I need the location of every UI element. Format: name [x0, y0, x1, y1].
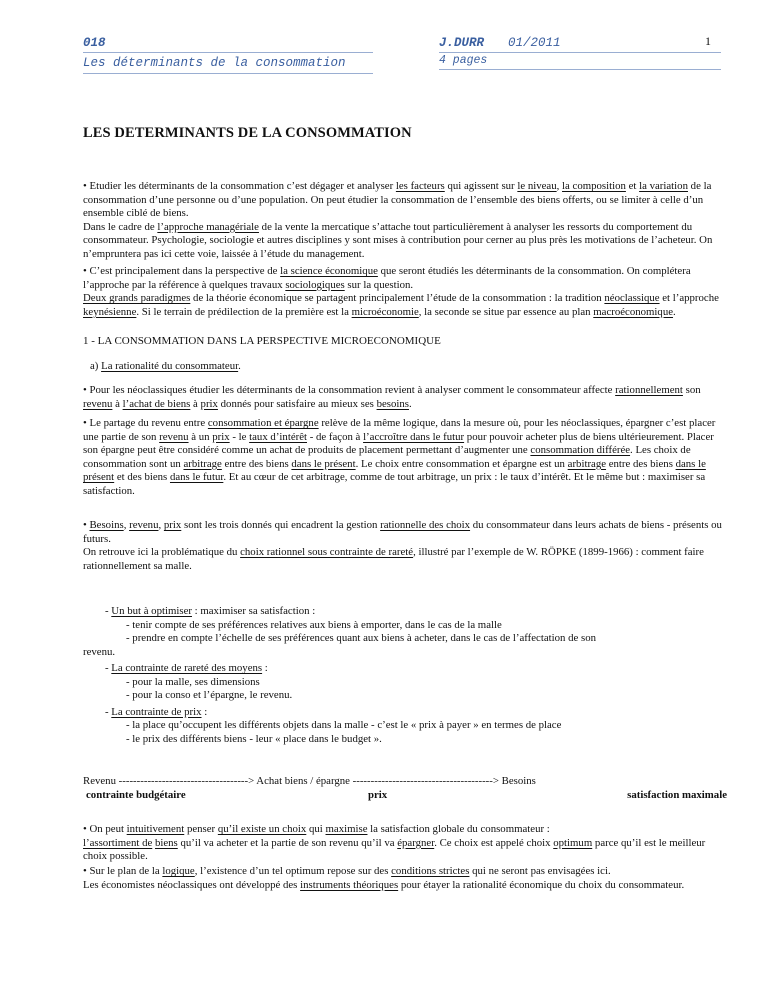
constraints-list: - Un but à optimiser : maximiser sa satisfaction : - tenir compte de ses préférences relatives aux biens à emporter, dans le cas de la malle - prendre en compte l’échelle de ses préférences quant aux biens à acheter, dans le cas de l’affectation de son revenu. - La contrainte de rareté des moyens : - pour la malle, ses dimensions - pour la conso et l’épargne, le revenu. - La contrainte de prix : - la place qu’occupent les différents objets dans la malle - c’est le « prix à payer » en termes de place - le prix des différents biens - leur « place dans le budget ».	[83, 605, 597, 745]
paragraph-consumption-savings: • Le partage du revenu entre consommation et épargne relève de la même logique, dans la mesure où, pour les néoclassiques, épargner c’est placer une partie de son revenu à un prix - le taux d’intérêt - de façon à l’accroître dans le futur pour pouvoir acheter plus de biens ultérieurement. Placer son épargne peut être considéré comme un achat de produits de placement permettant d’augmenter une consommation différée. Les choix de consommation sont un arbitrage entre des biens dans le présent. Le choix entre consommation et épargne est un arbitrage entre des biens dans le présent et des biens dans le futur. Et au cœur de cet arbitrage, comme de tout arbitrage, un prix : le taux d’intérêt. Et le même but : maximiser sa satisfaction.	[83, 417, 716, 497]
section-heading: 1 - LA CONSOMMATION DANS LA PERSPECTIVE MICROECONOMIQUE	[83, 335, 441, 347]
scheme-label-budget: contrainte budgétaire	[86, 788, 186, 801]
intro-paragraph-2: • C’est principalement dans la perspective de la science économique que seront étudiés les déterminants de la consommation. On complétera l’approche par la référence à quelques travaux sociologiques sur la question. Deux grands paradigmes de la théorie économique se partagent principalement l’étude de la consommation : la tradition néoclassique et l’approche keynésienne. Si le terrain de prédilection de la première est la microéconomie, la seconde se situe par essence au plan macroéconomique.	[83, 265, 719, 318]
paragraph-needs-income-price: • Besoins, revenu, prix sont les trois donnés qui encadrent la gestion rationnelle des choix du consommateur dans leurs achats de biens - présents ou futurs. On retrouve ici la problématique du choix rationnel sous contrainte de rareté, illustré par l’exemple de W. RÖPKE (1899-1966) : comment faire rationnellement sa malle.	[83, 519, 722, 572]
document-date: 01/2011	[508, 36, 561, 50]
paragraph-optimum-choice: • On peut intuitivement penser qu’il existe un choix qui maximise la satisfaction globale du consommateur : l’assortiment de biens qu’il va acheter et la partie de son revenu qu’il va épargner. Ce choix est appelé choix optimum parce qu’il est le meilleur choix possible.	[83, 823, 706, 862]
header-rule-right-bottom	[439, 69, 721, 70]
document-code: 018	[83, 36, 106, 50]
author-name: J.DURR	[439, 36, 485, 50]
page-count: 4 pages	[439, 54, 488, 67]
consumption-scheme	[83, 775, 733, 803]
paragraph-rational-consumer: • Pour les néoclassiques étudier les déterminants de la consommation revient à analyser comment le consommateur affecte rationnellement son revenu à l’achat de biens à prix donnés pour satisfaire au mieux ses besoins.	[83, 384, 701, 410]
page-number: 1	[705, 34, 711, 48]
subsection-heading-a: a) La rationalité du consommateur.	[90, 360, 241, 372]
scheme-label-price: prix	[368, 788, 388, 801]
header-rule-left-bottom	[83, 73, 373, 74]
page-title: LES DETERMINANTS DE LA CONSOMMATION	[83, 125, 412, 141]
intro-paragraph-1: • Etudier les déterminants de la consommation c’est dégager et analyser les facteurs qui agissent sur le niveau, la composition et la variation de la consommation d’une personne ou d’une population. On peut étudier la consommation de l’ensemble des biens offerts, ou se limiter à celle d’un ensemble ciblé de biens. Dans le cadre de l’approche managériale de la vente la mercatique s’attache tout particulièrement à analyser les ressorts du comportement du consommateur. Psychologie, sociologie et autres disciplines y sont mises à contribution pour cerner au plus près les motivations de l’acheteur. On n’empruntera pas ici cette voie, laissée à l’étude du management.	[83, 180, 713, 260]
scheme-flow-line: Revenu ------------------------------------> Achat biens / épargne ---------------------------------------> Besoins	[83, 775, 536, 787]
scheme-label-satisfaction: satisfaction maximale	[627, 788, 727, 801]
document-subtitle: Les déterminants de la consommation	[83, 56, 346, 70]
header-rule-left	[83, 52, 373, 53]
header-rule-right	[439, 52, 721, 53]
paragraph-logic-conditions: • Sur le plan de la logique, l’existence d’un tel optimum repose sur des conditions strictes qui ne seront pas envisagées ici. Les économistes néoclassiques ont développé des instruments théoriques pour étayer la rationalité économique du choix du consommateur.	[83, 865, 685, 891]
